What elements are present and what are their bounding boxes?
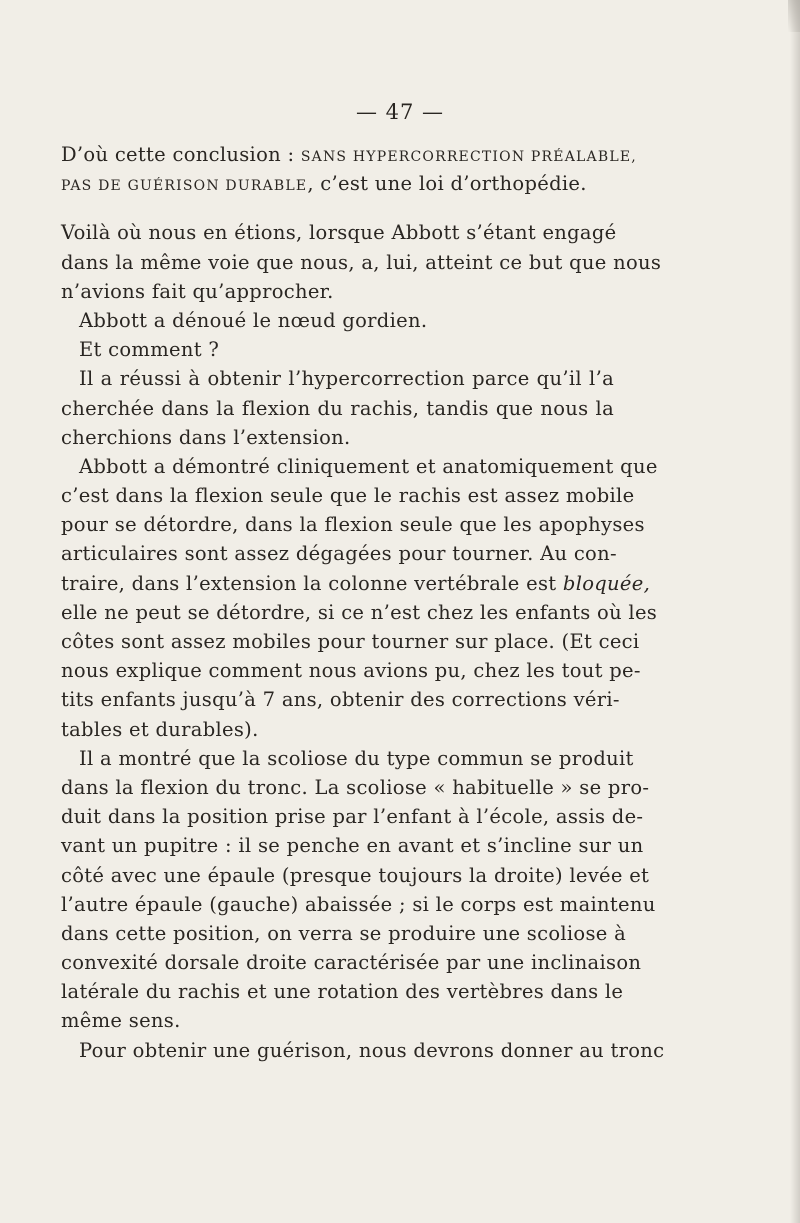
text-line: côtes sont assez mobiles pour tourner sur place. (Et ceci: [61, 630, 640, 653]
text-line: cherchions dans l’extension.: [61, 425, 351, 449]
page-number: — 47 —: [355, 100, 445, 124]
text-line: Abbott a dénoué le nœud gordien.: [79, 308, 428, 332]
text-line: Il a montré que la scoliose du type commun se produit: [79, 746, 634, 770]
small-caps-text: SANS HYPERCORRECTION PRÉALABLE,: [300, 149, 637, 165]
text-line: dans la flexion du tronc. La scoliose « habituelle » se pro-: [61, 775, 650, 799]
italic-text: bloquée,: [562, 571, 651, 595]
text-line: Voilà où nous en étions, lorsque Abbott s’étant engagé: [61, 221, 617, 245]
text-line: dans la même voie que nous, a, lui, atteint ce but que nous: [61, 250, 662, 274]
text-line: elle ne peut se détordre, si ce n’est chez les enfants où les: [61, 600, 658, 624]
paragraph-gap: [61, 198, 614, 218]
text-line: pour se détordre, dans la flexion seule que les apophyses: [61, 513, 645, 537]
text-line: cherchée dans la flexion du rachis, tandis que nous la: [61, 396, 614, 420]
text-line: même sens.: [61, 1009, 181, 1033]
text-line: tables et durables).: [61, 717, 259, 741]
text-line: traire, dans l’extension la colonne vertébrale est bloquée,: [61, 571, 651, 595]
text-line: Abbott a démontré cliniquement et anatomiquement que: [79, 454, 658, 478]
text-line: Et comment ?: [79, 338, 220, 362]
text-line: PAS DE GUÉRISON DURABLE, c’est une loi d’orthopédie.: [61, 172, 587, 196]
text-line: articulaires sont assez dégagées pour tourner. Au con-: [61, 542, 617, 566]
page-edge-shadow: [790, 0, 800, 1223]
body-text: [61, 140, 665, 1065]
text-line: n’avions fait qu’approcher.: [61, 279, 334, 303]
text-line: Il a réussi à obtenir l’hypercorrection parce qu’il l’a: [79, 367, 614, 391]
text-line: duit dans la position prise par l’enfant à l’école, assis de-: [61, 805, 644, 829]
text-line: côté avec une épaule (presque toujours la droite) levée et: [61, 863, 650, 887]
text-line: convexité dorsale droite caractérisée par une inclinaison: [61, 951, 642, 975]
text-line: nous explique comment nous avions pu, chez les tout pe-: [61, 659, 641, 683]
text-line: tits enfants jusqu’à 7 ans, obtenir des corrections véri-: [61, 688, 620, 712]
text-line: Pour obtenir une guérison, nous devrons donner au tronc: [79, 1038, 665, 1062]
text-line: latérale du rachis et une rotation des vertèbres dans le: [61, 980, 624, 1004]
text-line: dans cette position, on verra se produire une scoliose à: [61, 921, 627, 945]
page-corner-shading: [788, 0, 800, 32]
small-caps-text: PAS DE GUÉRISON DURABLE: [61, 178, 308, 195]
text-line: l’autre épaule (gauche) abaissée ; si le corps est maintenu: [61, 892, 656, 916]
text-line: vant un pupitre : il se penche en avant et s’incline sur un: [61, 834, 644, 858]
text-line: D’où cette conclusion : SANS HYPERCORRECTION PRÉALABLE,: [61, 143, 637, 166]
text-line: c’est dans la flexion seule que le rachis est assez mobile: [61, 484, 635, 508]
